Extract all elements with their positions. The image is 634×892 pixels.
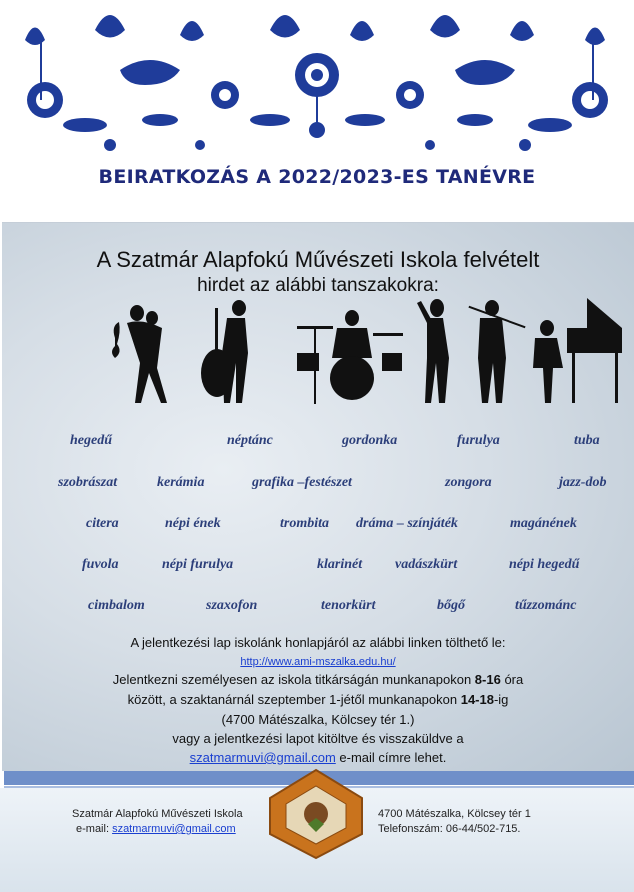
subject-item: citera [86,516,119,531]
subject-item: fuvola [82,557,119,572]
subject-item: grafika –festészet [252,475,352,490]
email-label: e-mail: [76,823,113,835]
subject-item: jazz-dob [559,475,607,490]
subject-item: furulya [457,433,500,448]
office-hours: 8-16 [474,672,501,687]
subject-item: szobrászat [58,475,118,490]
school-logo-icon [266,768,366,860]
info-line-7 [2,748,634,767]
subject-item: hegedű [70,433,112,448]
intro-line-2: hirdet az alábbi tanszakokra: [197,275,439,296]
subject-item: klarinét [317,557,363,572]
subject-item: népi hegedű [509,557,580,572]
subject-item: tenorkürt [321,598,376,613]
page-title: BEIRATKOZÁS A 2022/2023-ES TANÉVRE [98,166,536,188]
info-text: között, a szaktanárnál szeptember 1-jétől munkanapokon [127,692,461,707]
header [0,0,634,222]
info-line-1: A jelentkezési lap iskolánk honlapjáról az alábbi linken tölthető le: [130,635,506,650]
info-line-3 [2,670,634,689]
footer-address: 4700 Mátészalka, Kölcsey tér 1 [378,808,531,820]
subject-item: trombita [280,516,330,531]
footer-phone: Telefonszám: 06-44/502-715. [378,823,521,835]
info-address: (4700 Mátészalka, Kölcsey tér 1.) [221,712,415,727]
info-text: Jelentkezni személyesen az iskola titkárságán munkanapokon [112,672,475,687]
teacher-hours: 14-18 [460,692,494,707]
musicians-silhouette-icon [97,298,627,408]
footer-email-link[interactable]: szatmarmuvi@gmail.com [112,823,236,835]
subject-item: tűzzománc [515,598,577,613]
subject-item: dráma – színjáték [356,516,458,531]
footer-school-name: Szatmár Alapfokú Művészeti Iskola [72,808,243,820]
subject-item: gordonka [342,433,398,448]
subject-item: szaxofon [206,598,258,613]
folk-ornament-icon [0,0,634,160]
poster [2,222,634,771]
info-text: -ig [493,692,509,707]
intro-line-1: A Szatmár Alapfokú Művészeti Iskola felvételt [96,247,540,272]
info-line-4 [2,690,634,709]
email-link[interactable]: szatmarmuvi@gmail.com [189,750,336,765]
subject-item: magánének [510,516,577,531]
subject-item: népi ének [165,516,221,531]
subject-item: népi furulya [162,557,234,572]
subject-item: néptánc [227,433,273,448]
subject-item: zongora [445,475,492,490]
subject-item: tuba [574,433,600,448]
info-text: e-mail címre lehet. [335,750,447,765]
subject-item: cimbalom [88,598,145,613]
subject-item: bőgő [437,598,465,613]
website-link[interactable]: http://www.ami-mszalka.edu.hu/ [240,656,396,668]
subject-item: kerámia [157,475,205,490]
info-line-6: vagy a jelentkezési lapot kitöltve és visszaküldve a [172,731,464,746]
footer-email [76,823,236,835]
subject-item: vadászkürt [395,557,458,572]
info-text: óra [500,672,524,687]
